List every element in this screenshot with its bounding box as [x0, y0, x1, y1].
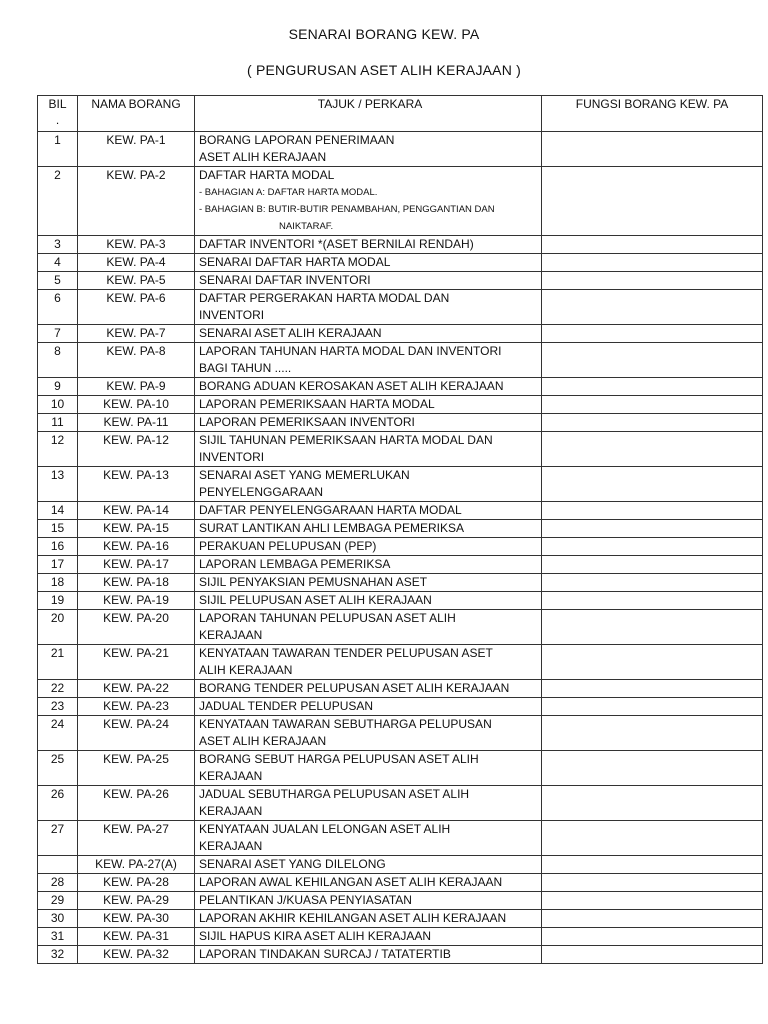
cell-nama-borang: KEW. PA-21	[78, 645, 195, 680]
cell-fungsi-borang	[542, 786, 763, 821]
tajuk-line: DAFTAR PERGERAKAN HARTA MODAL DAN	[199, 291, 450, 305]
cell-bil: 8	[38, 343, 78, 378]
cell-fungsi-borang	[542, 167, 763, 236]
table-row	[38, 574, 763, 592]
cell-tajuk-perkara	[195, 538, 542, 556]
cell-bil: 16	[38, 538, 78, 556]
table-row	[38, 467, 763, 502]
tajuk-line: JADUAL SEBUTHARGA PELUPUSAN ASET ALIH	[199, 787, 470, 801]
cell-bil: 23	[38, 698, 78, 716]
cell-bil: 29	[38, 892, 78, 910]
cell-nama-borang: KEW. PA-12	[78, 432, 195, 467]
cell-tajuk-perkara	[195, 910, 542, 928]
cell-tajuk-perkara	[195, 592, 542, 610]
cell-bil: 30	[38, 910, 78, 928]
tajuk-subline: - BAHAGIAN A: DAFTAR HARTA MODAL.	[199, 187, 378, 198]
tajuk-line: LAPORAN PEMERIKSAAN HARTA MODAL	[199, 397, 435, 411]
table-row	[38, 645, 763, 680]
cell-nama-borang: KEW. PA-14	[78, 502, 195, 520]
cell-bil: 21	[38, 645, 78, 680]
table-row	[38, 414, 763, 432]
tajuk-line: KERAJAAN	[199, 628, 263, 642]
tajuk-line: SIJIL HAPUS KIRA ASET ALIH KERAJAAN	[199, 929, 432, 943]
tajuk-line: BORANG TENDER PELUPUSAN ASET ALIH KERAJAAN	[199, 681, 510, 695]
table-row	[38, 910, 763, 928]
cell-bil: 12	[38, 432, 78, 467]
tajuk-subline: - BAHAGIAN B: BUTIR-BUTIR PENAMBAHAN, PENGGANTIAN DAN	[199, 204, 495, 215]
cell-bil: 17	[38, 556, 78, 574]
tajuk-line: SIJIL PENYAKSIAN PEMUSNAHAN ASET	[199, 575, 428, 589]
tajuk-line: SENARAI DAFTAR HARTA MODAL	[199, 255, 391, 269]
header-nama-borang: NAMA BORANG	[78, 96, 195, 132]
header-bil-dot: .	[55, 113, 60, 127]
cell-fungsi-borang	[542, 574, 763, 592]
cell-tajuk-perkara	[195, 272, 542, 290]
cell-bil: 13	[38, 467, 78, 502]
tajuk-line: ASET ALIH KERAJAAN	[199, 734, 327, 748]
tajuk-line: BORANG SEBUT HARGA PELUPUSAN ASET ALIH	[199, 752, 479, 766]
table-row	[38, 538, 763, 556]
tajuk-line: KERAJAAN	[199, 839, 263, 853]
cell-nama-borang: KEW. PA-7	[78, 325, 195, 343]
tajuk-line: KENYATAAN TAWARAN TENDER PELUPUSAN ASET	[199, 646, 493, 660]
cell-nama-borang: KEW. PA-29	[78, 892, 195, 910]
cell-fungsi-borang	[542, 645, 763, 680]
table-row	[38, 254, 763, 272]
cell-bil: 9	[38, 378, 78, 396]
cell-bil: 7	[38, 325, 78, 343]
cell-tajuk-perkara	[195, 946, 542, 964]
tajuk-line: SENARAI DAFTAR INVENTORI	[199, 273, 371, 287]
cell-bil: 1	[38, 132, 78, 167]
cell-nama-borang: KEW. PA-28	[78, 874, 195, 892]
cell-bil: 10	[38, 396, 78, 414]
cell-fungsi-borang	[542, 538, 763, 556]
cell-bil: 11	[38, 414, 78, 432]
cell-bil: 28	[38, 874, 78, 892]
cell-bil: 27	[38, 821, 78, 856]
tajuk-line: INVENTORI	[199, 450, 265, 464]
cell-fungsi-borang	[542, 378, 763, 396]
cell-fungsi-borang	[542, 432, 763, 467]
table-row	[38, 610, 763, 645]
cell-nama-borang: KEW. PA-5	[78, 272, 195, 290]
cell-tajuk-perkara	[195, 396, 542, 414]
cell-nama-borang: KEW. PA-1	[78, 132, 195, 167]
cell-tajuk-perkara	[195, 432, 542, 467]
cell-nama-borang: KEW. PA-13	[78, 467, 195, 502]
cell-tajuk-perkara	[195, 467, 542, 502]
cell-fungsi-borang	[542, 272, 763, 290]
tajuk-line: SIJIL TAHUNAN PEMERIKSAAN HARTA MODAL DAN	[199, 433, 493, 447]
cell-fungsi-borang	[542, 610, 763, 645]
cell-fungsi-borang	[542, 856, 763, 874]
cell-nama-borang: KEW. PA-27(A)	[78, 856, 195, 874]
table-row	[38, 928, 763, 946]
cell-bil: 6	[38, 290, 78, 325]
cell-bil: 32	[38, 946, 78, 964]
tajuk-line: JADUAL TENDER PELUPUSAN	[199, 699, 374, 713]
cell-fungsi-borang	[542, 325, 763, 343]
cell-tajuk-perkara	[195, 325, 542, 343]
cell-nama-borang: KEW. PA-3	[78, 236, 195, 254]
cell-tajuk-perkara	[195, 716, 542, 751]
table-row	[38, 502, 763, 520]
tajuk-line: LAPORAN TAHUNAN PELUPUSAN ASET ALIH	[199, 611, 456, 625]
tajuk-line: KENYATAAN JUALAN LELONGAN ASET ALIH	[199, 822, 451, 836]
cell-fungsi-borang	[542, 343, 763, 378]
cell-nama-borang: KEW. PA-4	[78, 254, 195, 272]
cell-tajuk-perkara	[195, 556, 542, 574]
cell-nama-borang: KEW. PA-11	[78, 414, 195, 432]
cell-nama-borang: KEW. PA-30	[78, 910, 195, 928]
document-subtitle: ( PENGURUSAN ASET ALIH KERAJAAN )	[247, 62, 521, 78]
cell-bil: 5	[38, 272, 78, 290]
cell-tajuk-perkara	[195, 856, 542, 874]
cell-fungsi-borang	[542, 874, 763, 892]
tajuk-line: LAPORAN TAHUNAN HARTA MODAL DAN INVENTORI	[199, 344, 502, 358]
cell-fungsi-borang	[542, 928, 763, 946]
cell-bil: 18	[38, 574, 78, 592]
cell-nama-borang: KEW. PA-9	[78, 378, 195, 396]
cell-nama-borang: KEW. PA-15	[78, 520, 195, 538]
tajuk-line: SURAT LANTIKAN AHLI LEMBAGA PEMERIKSA	[199, 521, 464, 535]
tajuk-line: ALIH KERAJAAN	[199, 663, 293, 677]
header-bil	[38, 96, 78, 132]
tajuk-subline: NAIKTARAF.	[279, 221, 334, 232]
cell-bil: 2	[38, 167, 78, 236]
cell-bil: 20	[38, 610, 78, 645]
cell-tajuk-perkara	[195, 414, 542, 432]
cell-fungsi-borang	[542, 946, 763, 964]
document-title: SENARAI BORANG KEW. PA	[288, 26, 480, 42]
cell-tajuk-perkara	[195, 680, 542, 698]
cell-bil: 4	[38, 254, 78, 272]
cell-fungsi-borang	[542, 556, 763, 574]
cell-nama-borang: KEW. PA-27	[78, 821, 195, 856]
table-header-row	[38, 96, 763, 132]
cell-fungsi-borang	[542, 592, 763, 610]
header-tajuk-perkara: TAJUK / PERKARA	[195, 96, 542, 132]
cell-bil: 31	[38, 928, 78, 946]
table-row	[38, 892, 763, 910]
tajuk-line: LAPORAN LEMBAGA PEMERIKSA	[199, 557, 391, 571]
tajuk-line: DAFTAR PENYELENGGARAAN HARTA MODAL	[199, 503, 462, 517]
table-row	[38, 698, 763, 716]
header-fungsi-borang: FUNGSI BORANG KEW. PA	[542, 96, 763, 132]
cell-nama-borang: KEW. PA-20	[78, 610, 195, 645]
cell-fungsi-borang	[542, 751, 763, 786]
cell-fungsi-borang	[542, 236, 763, 254]
tajuk-line: BAGI TAHUN .....	[199, 361, 292, 375]
table-row	[38, 716, 763, 751]
table-row	[38, 272, 763, 290]
cell-tajuk-perkara	[195, 698, 542, 716]
tajuk-line: ASET ALIH KERAJAAN	[199, 150, 327, 164]
tajuk-line: PENYELENGGARAAN	[199, 485, 324, 499]
tajuk-line: KERAJAAN	[199, 804, 263, 818]
cell-tajuk-perkara	[195, 610, 542, 645]
tajuk-line: KERAJAAN	[199, 769, 263, 783]
tajuk-line: LAPORAN TINDAKAN SURCAJ / TATATERTIB	[199, 947, 451, 961]
cell-fungsi-borang	[542, 520, 763, 538]
cell-bil: 26	[38, 786, 78, 821]
table-row	[38, 556, 763, 574]
cell-tajuk-perkara	[195, 821, 542, 856]
cell-tajuk-perkara	[195, 874, 542, 892]
cell-fungsi-borang	[542, 467, 763, 502]
table-row	[38, 378, 763, 396]
cell-bil: 22	[38, 680, 78, 698]
table-row	[38, 167, 763, 236]
cell-nama-borang: KEW. PA-6	[78, 290, 195, 325]
header-bil-label: BIL	[48, 97, 67, 111]
tajuk-line: DAFTAR HARTA MODAL	[199, 168, 335, 182]
cell-tajuk-perkara	[195, 378, 542, 396]
tajuk-line: SENARAI ASET YANG MEMERLUKAN	[199, 468, 410, 482]
cell-bil: 24	[38, 716, 78, 751]
tajuk-line: LAPORAN AWAL KEHILANGAN ASET ALIH KERAJAAN	[199, 875, 503, 889]
tajuk-line: PELANTIKAN J/KUASA PENYIASATAN	[199, 893, 412, 907]
table-row	[38, 946, 763, 964]
table-row	[38, 821, 763, 856]
cell-fungsi-borang	[542, 716, 763, 751]
cell-tajuk-perkara	[195, 574, 542, 592]
cell-bil: 19	[38, 592, 78, 610]
tajuk-line: SENARAI ASET YANG DILELONG	[199, 857, 386, 871]
table-row	[38, 856, 763, 874]
cell-nama-borang: KEW. PA-25	[78, 751, 195, 786]
cell-fungsi-borang	[542, 892, 763, 910]
table-row	[38, 343, 763, 378]
cell-fungsi-borang	[542, 396, 763, 414]
cell-nama-borang: KEW. PA-22	[78, 680, 195, 698]
cell-tajuk-perkara	[195, 343, 542, 378]
cell-bil: 3	[38, 236, 78, 254]
cell-tajuk-perkara	[195, 502, 542, 520]
cell-fungsi-borang	[542, 414, 763, 432]
tajuk-line: PERAKUAN PELUPUSAN (PEP)	[199, 539, 377, 553]
table-row	[38, 290, 763, 325]
tajuk-line: KENYATAAN TAWARAN SEBUTHARGA PELUPUSAN	[199, 717, 492, 731]
cell-nama-borang: KEW. PA-10	[78, 396, 195, 414]
cell-tajuk-perkara	[195, 254, 542, 272]
tajuk-line: DAFTAR INVENTORI *(ASET BERNILAI RENDAH)	[199, 237, 474, 251]
cell-fungsi-borang	[542, 254, 763, 272]
cell-fungsi-borang	[542, 821, 763, 856]
tajuk-line: SIJIL PELUPUSAN ASET ALIH KERAJAAN	[199, 593, 432, 607]
table-row	[38, 751, 763, 786]
cell-tajuk-perkara	[195, 236, 542, 254]
cell-tajuk-perkara	[195, 290, 542, 325]
cell-tajuk-perkara	[195, 167, 542, 236]
cell-nama-borang: KEW. PA-23	[78, 698, 195, 716]
forms-table	[37, 95, 763, 964]
cell-tajuk-perkara	[195, 751, 542, 786]
cell-nama-borang: KEW. PA-32	[78, 946, 195, 964]
tajuk-line: LAPORAN AKHIR KEHILANGAN ASET ALIH KERAJAAN	[199, 911, 507, 925]
cell-fungsi-borang	[542, 132, 763, 167]
cell-fungsi-borang	[542, 698, 763, 716]
cell-tajuk-perkara	[195, 892, 542, 910]
cell-tajuk-perkara	[195, 928, 542, 946]
tajuk-line: LAPORAN PEMERIKSAAN INVENTORI	[199, 415, 415, 429]
tajuk-line: BORANG LAPORAN PENERIMAAN	[199, 133, 395, 147]
cell-nama-borang: KEW. PA-17	[78, 556, 195, 574]
table-row	[38, 520, 763, 538]
cell-fungsi-borang	[542, 680, 763, 698]
cell-tajuk-perkara	[195, 645, 542, 680]
cell-nama-borang: KEW. PA-24	[78, 716, 195, 751]
cell-nama-borang: KEW. PA-16	[78, 538, 195, 556]
cell-nama-borang: KEW. PA-18	[78, 574, 195, 592]
cell-tajuk-perkara	[195, 520, 542, 538]
table-row	[38, 432, 763, 467]
table-row	[38, 786, 763, 821]
cell-nama-borang: KEW. PA-19	[78, 592, 195, 610]
table-body	[38, 132, 763, 964]
tajuk-line: SENARAI ASET ALIH KERAJAAN	[199, 326, 382, 340]
cell-nama-borang: KEW. PA-26	[78, 786, 195, 821]
cell-tajuk-perkara	[195, 786, 542, 821]
tajuk-line: INVENTORI	[199, 308, 265, 322]
tajuk-line: BORANG ADUAN KEROSAKAN ASET ALIH KERAJAAN	[199, 379, 504, 393]
table-row	[38, 396, 763, 414]
cell-bil: 15	[38, 520, 78, 538]
cell-nama-borang: KEW. PA-31	[78, 928, 195, 946]
cell-tajuk-perkara	[195, 132, 542, 167]
table-row	[38, 680, 763, 698]
table-row	[38, 236, 763, 254]
cell-fungsi-borang	[542, 910, 763, 928]
table-row	[38, 592, 763, 610]
table-row	[38, 874, 763, 892]
cell-bil: 25	[38, 751, 78, 786]
cell-bil	[38, 856, 78, 874]
table-row	[38, 132, 763, 167]
cell-bil: 14	[38, 502, 78, 520]
cell-fungsi-borang	[542, 290, 763, 325]
cell-nama-borang: KEW. PA-8	[78, 343, 195, 378]
cell-fungsi-borang	[542, 502, 763, 520]
cell-nama-borang: KEW. PA-2	[78, 167, 195, 236]
table-row	[38, 325, 763, 343]
